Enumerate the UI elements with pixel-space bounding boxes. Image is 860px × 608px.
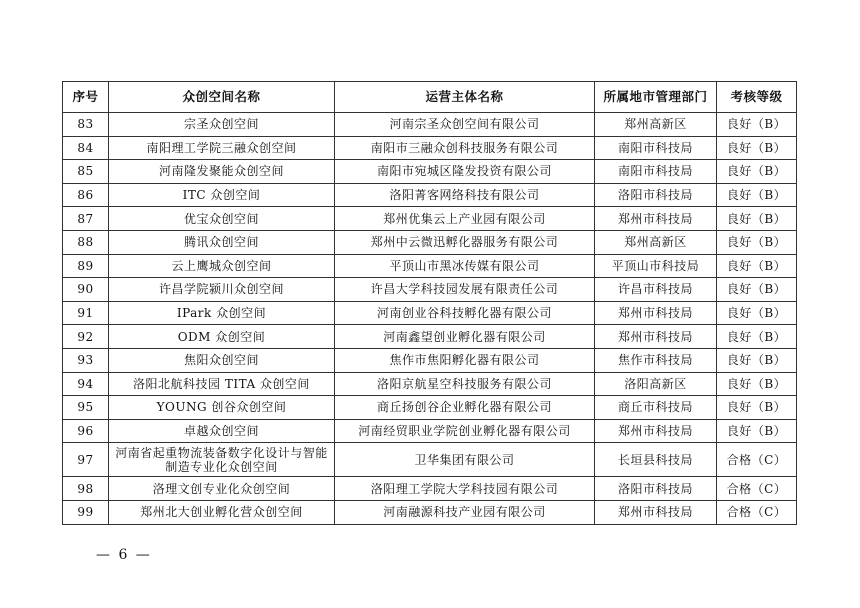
cell-operator-name: 河南宗圣众创空间有限公司 xyxy=(335,113,595,137)
cell-operator-name: 南阳市三融众创科技服务有限公司 xyxy=(335,136,595,160)
cell-department: 洛阳市科技局 xyxy=(595,183,717,207)
cell-space-name: 洛阳北航科技园 TITA 众创空间 xyxy=(109,372,335,396)
cell-operator-name: 洛阳菁客网络科技有限公司 xyxy=(335,183,595,207)
evaluation-table xyxy=(62,81,797,525)
cell-grade: 合格（C） xyxy=(717,500,797,524)
cell-operator-name: 河南融源科技产业园有限公司 xyxy=(335,500,595,524)
cell-space-name: 河南隆发聚能众创空间 xyxy=(109,160,335,184)
cell-grade: 合格（C） xyxy=(717,443,797,477)
cell-space-name: ODM 众创空间 xyxy=(109,325,335,349)
cell-department: 南阳市科技局 xyxy=(595,160,717,184)
cell-grade: 良好（B） xyxy=(717,113,797,137)
table-row xyxy=(63,254,797,278)
cell-grade: 良好（B） xyxy=(717,254,797,278)
cell-index: 98 xyxy=(63,477,109,501)
cell-grade: 良好（B） xyxy=(717,183,797,207)
cell-space-name: ITC 众创空间 xyxy=(109,183,335,207)
cell-operator-name: 洛阳理工学院大学科技园有限公司 xyxy=(335,477,595,501)
cell-grade: 合格（C） xyxy=(717,477,797,501)
cell-operator-name: 河南鑫望创业孵化器有限公司 xyxy=(335,325,595,349)
table-row xyxy=(63,443,797,477)
cell-grade: 良好（B） xyxy=(717,278,797,302)
cell-department: 长垣县科技局 xyxy=(595,443,717,477)
cell-index: 94 xyxy=(63,372,109,396)
table-row xyxy=(63,419,797,443)
cell-grade: 良好（B） xyxy=(717,325,797,349)
cell-space-name: 云上鹰城众创空间 xyxy=(109,254,335,278)
cell-operator-name: 河南创业谷科技孵化器有限公司 xyxy=(335,301,595,325)
cell-grade: 良好（B） xyxy=(717,396,797,420)
cell-operator-name: 商丘扬创谷企业孵化器有限公司 xyxy=(335,396,595,420)
cell-operator-name: 河南经贸职业学院创业孵化器有限公司 xyxy=(335,419,595,443)
cell-grade: 良好（B） xyxy=(717,160,797,184)
header-index: 序号 xyxy=(63,82,109,113)
table-row xyxy=(63,113,797,137)
header-operator-name: 运营主体名称 xyxy=(335,82,595,113)
header-department: 所属地市管理部门 xyxy=(595,82,717,113)
cell-space-name: 卓越众创空间 xyxy=(109,419,335,443)
cell-index: 90 xyxy=(63,278,109,302)
cell-index: 85 xyxy=(63,160,109,184)
cell-operator-name: 郑州中云微迅孵化器服务有限公司 xyxy=(335,230,595,254)
cell-operator-name: 郑州优集云上产业园有限公司 xyxy=(335,207,595,231)
cell-index: 97 xyxy=(63,443,109,477)
cell-department: 郑州市科技局 xyxy=(595,301,717,325)
cell-operator-name: 洛阳京航星空科技服务有限公司 xyxy=(335,372,595,396)
table-row xyxy=(63,477,797,501)
table-row xyxy=(63,207,797,231)
cell-index: 84 xyxy=(63,136,109,160)
cell-grade: 良好（B） xyxy=(717,419,797,443)
cell-department: 洛阳市科技局 xyxy=(595,477,717,501)
table-header-row xyxy=(63,82,797,113)
page-number: — 6 — xyxy=(96,547,152,563)
cell-department: 南阳市科技局 xyxy=(595,136,717,160)
cell-department: 郑州市科技局 xyxy=(595,325,717,349)
header-space-name: 众创空间名称 xyxy=(109,82,335,113)
cell-operator-name: 卫华集团有限公司 xyxy=(335,443,595,477)
cell-department: 郑州市科技局 xyxy=(595,207,717,231)
cell-department: 郑州市科技局 xyxy=(595,500,717,524)
cell-index: 86 xyxy=(63,183,109,207)
cell-index: 91 xyxy=(63,301,109,325)
cell-space-name: IPark 众创空间 xyxy=(109,301,335,325)
cell-space-name: 河南省起重物流装备数字化设计与智能制造专业化众创空间 xyxy=(109,443,335,477)
table-row xyxy=(63,160,797,184)
cell-index: 96 xyxy=(63,419,109,443)
cell-space-name: 洛理文创专业化众创空间 xyxy=(109,477,335,501)
cell-department: 平顶山市科技局 xyxy=(595,254,717,278)
cell-index: 87 xyxy=(63,207,109,231)
cell-space-name: 焦阳众创空间 xyxy=(109,348,335,372)
table-row xyxy=(63,230,797,254)
cell-index: 93 xyxy=(63,348,109,372)
cell-index: 99 xyxy=(63,500,109,524)
table-row xyxy=(63,183,797,207)
cell-department: 郑州高新区 xyxy=(595,113,717,137)
header-grade: 考核等级 xyxy=(717,82,797,113)
table-row xyxy=(63,500,797,524)
table-row xyxy=(63,396,797,420)
cell-operator-name: 平顶山市黑冰传媒有限公司 xyxy=(335,254,595,278)
cell-department: 商丘市科技局 xyxy=(595,396,717,420)
cell-grade: 良好（B） xyxy=(717,348,797,372)
cell-index: 83 xyxy=(63,113,109,137)
cell-index: 92 xyxy=(63,325,109,349)
cell-space-name: 宗圣众创空间 xyxy=(109,113,335,137)
table-row xyxy=(63,372,797,396)
cell-department: 郑州高新区 xyxy=(595,230,717,254)
cell-space-name: 腾讯众创空间 xyxy=(109,230,335,254)
cell-operator-name: 许昌大学科技园发展有限责任公司 xyxy=(335,278,595,302)
table-row xyxy=(63,136,797,160)
cell-grade: 良好（B） xyxy=(717,372,797,396)
cell-space-name: 南阳理工学院三融众创空间 xyxy=(109,136,335,160)
cell-department: 洛阳高新区 xyxy=(595,372,717,396)
table-row xyxy=(63,301,797,325)
cell-space-name: 优宝众创空间 xyxy=(109,207,335,231)
cell-department: 许昌市科技局 xyxy=(595,278,717,302)
cell-index: 95 xyxy=(63,396,109,420)
cell-operator-name: 焦作市焦阳孵化器有限公司 xyxy=(335,348,595,372)
cell-grade: 良好（B） xyxy=(717,136,797,160)
cell-operator-name: 南阳市宛城区隆发投资有限公司 xyxy=(335,160,595,184)
cell-index: 89 xyxy=(63,254,109,278)
cell-department: 郑州市科技局 xyxy=(595,419,717,443)
cell-space-name: 许昌学院颍川众创空间 xyxy=(109,278,335,302)
cell-space-name: 郑州北大创业孵化营众创空间 xyxy=(109,500,335,524)
table-row xyxy=(63,348,797,372)
cell-space-name: YOUNG 创谷众创空间 xyxy=(109,396,335,420)
cell-department: 焦作市科技局 xyxy=(595,348,717,372)
cell-grade: 良好（B） xyxy=(717,301,797,325)
table-row xyxy=(63,325,797,349)
cell-grade: 良好（B） xyxy=(717,207,797,231)
table-row xyxy=(63,278,797,302)
cell-grade: 良好（B） xyxy=(717,230,797,254)
cell-index: 88 xyxy=(63,230,109,254)
